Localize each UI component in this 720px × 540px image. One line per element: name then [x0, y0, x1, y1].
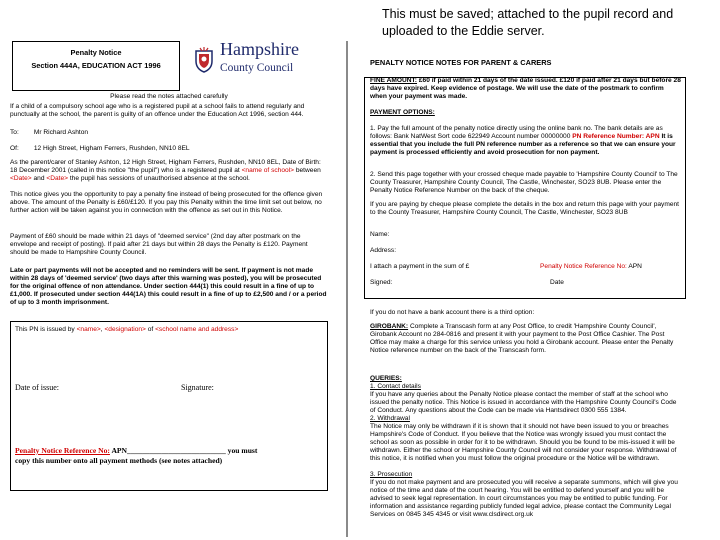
issued-of: of [147, 326, 154, 333]
pn-reference-line: Penalty Notice Reference No: APN__________________________ you must copy this number onto all payment methods (see notes attached) [15, 446, 258, 465]
parent-text-and: and [33, 175, 45, 182]
option-1-ref-text: It is essential that you include the full PN reference number as a reference so that we can ensure your payment is processed efficiently and avoid prosecution for non payment. [370, 133, 676, 156]
notes-pn-ref-label: Penalty Notice Reference No: [540, 263, 627, 270]
option-1-pn: PN [572, 133, 582, 140]
issuer-name-placeholder: <name> [76, 326, 101, 333]
end-date-placeholder: <Date> [46, 175, 68, 182]
option-1-text: 1. Pay the full amount of the penalty notice directly using the online bank no. The bank details are as follows: Bank NatWest Sort code 622949 Account number 00000000 [370, 125, 663, 140]
fine-amount [370, 77, 682, 101]
q3-title: 3. Prosecution [370, 471, 413, 478]
option-2: 2. Send this page together with your crossed cheque made payable to 'Hampshire County Council' to The County Treasurer, Hampshire County Council, The Castle, Winchester, SO23 8UB. Please enter the Penalty Notice Reference Number on the back of the cheque. [370, 171, 678, 194]
address-label: Address: [370, 247, 397, 254]
pn-reference-value: APN [111, 446, 128, 455]
crest-icon [194, 47, 214, 73]
pn-reference-instruction: copy this number onto all payment methods (see notes attached) [15, 456, 223, 465]
cheque-instructions: If you are paying by cheque please complete the details in the box and return this page with your payment to the County Treasurer, Hampshire County Council, The Castle, Winchester, SO23 8UB [370, 201, 679, 216]
to-value: Mr Richard Ashton [33, 129, 89, 136]
notice-section: Section 444A, EDUCATION ACT 1996 [31, 61, 161, 70]
issuer-designation-placeholder: <designation> [104, 326, 146, 333]
notes-pn-ref-value: APN [628, 263, 642, 270]
payment-terms: Payment of £60 should be made within 21 days of "deemed service" (2nd day after postmark on the envelope and receipt of posting). If paid after 21 days but within 28 days the Penalty is £120. Payment should be made to Hampshire County Council. [10, 233, 308, 256]
signature-label: Signature: [181, 383, 214, 392]
pn-reference-suffix: you must [227, 446, 258, 455]
page-divider [346, 41, 348, 537]
no-bank-account: If you do not have a bank account there is a third option: [370, 309, 535, 316]
girobank-label: GIROBANK: [370, 323, 409, 330]
signed-line [370, 279, 682, 287]
notice-title: Penalty Notice [70, 48, 122, 57]
q1-text: If you have any queries about the Penalty Notice please contact the member of staff at the school who issued the penalty notice. This Notice is issued in accordance with the Hampshire County Council's Code of Conduct. Any questions about the Code can be made via Hantsdirect 0300 555 1384. [370, 391, 677, 414]
q3-text: If you do not make payment and are prosecuted you will receive a separate summons, which will give you notice of the time and date of the court hearing. You will be entitled to defend yourself and you will be advised to seek legal representation. In court circumstances you may be entitled to public funding. For information and assistance regarding publicly funded legal advice, please contact the Community Legal Services on 0845 345 4345 or visit www.clsdirect.org.uk [370, 479, 678, 518]
late-payment-warning: Late or part payments will not be accepted and no reminders will be sent. If payment is not made within 28 days of 'deemed service' (two days after this warning was posted), you will be prosecuted for the original offence of non attendance. Under section 444(1) this could result in a fine of up to £1,000. If prosecuted under section 444(1A) this could result in a fine of up to £2,500 and / or a period of up to 3 month imprisonment. [10, 267, 327, 306]
payment-sum-label: I attach a payment in the sum of £ [370, 263, 470, 270]
penalty-notice-page [4, 41, 334, 511]
option-1 [370, 125, 682, 157]
q1-title: 1. Contact details [370, 383, 421, 390]
notice-header-box [12, 41, 180, 91]
fine-text: £60 if paid within 21 days of the date issued. £120 if paid after 21 days but before 28 days have expired. Keep evidence of postage. We will use the date of the postmark to confirm when your payment was made. [370, 77, 681, 100]
council-logo [194, 39, 334, 81]
parent-text-between: between [295, 167, 321, 174]
pn-reference-label: Penalty Notice Reference No: [15, 446, 110, 455]
date-of-issue-label: Date of issue: [15, 383, 59, 392]
option-1-ref-label: Reference Number: APN [583, 133, 660, 140]
read-notes: Please read the notes attached carefully [110, 93, 228, 100]
opportunity-text: This notice gives you the opportunity to pay a penalty fine instead of being prosecuted for the offence given above. The amount of the Penalty is £60/£120. If you pay this Penalty within the time limit set out below, no further action will be taken against you in connection with the offence as set out in this Notice. [10, 191, 323, 214]
parent-text-1: As the parent/carer of Stanley Ashton, 12 High Street, Higham Ferrers, Rushden, NN10 8EL, Date of Birth: 18 December 2001 (called in this notice "the pupil") who is a registered pupil at [10, 159, 321, 174]
parent-text-2: the pupil has sessions of unauthorised absence at the school. [69, 175, 250, 182]
council-name: Hampshire [220, 39, 299, 59]
start-date-placeholder: <Date> [10, 175, 32, 182]
issued-by: This PN is issued by <name>, <designation> of <school name and address> [15, 326, 239, 333]
name-label: Name: [370, 231, 390, 238]
payment-sum-line [370, 263, 682, 271]
girobank [370, 323, 682, 355]
notes-page [356, 41, 692, 537]
signed-label: Signed: [370, 279, 393, 286]
date-label: Date [550, 279, 564, 286]
intro-text: If a child of a compulsory school age who is a registered pupil at a school fails to attend regularly and punctually at the school, the parent is guilty of an offence under the Education Act 1996, section 444. [10, 103, 305, 118]
school-address-placeholder: <school name and address> [155, 326, 239, 333]
council-sub: County Council [220, 62, 294, 74]
queries-label: QUERIES: [370, 375, 402, 382]
girobank-text: Complete a Transcash form at any Post Office, to credit 'Hampshire County Council', Girobank Account no 284-0816 and present it with your payment to the Post Office Cashier. The Post Office may make a charge for this service unless you hold a Girobank account. Please enter the Penalty Notice reference number on the back of the Transcash form. [370, 323, 674, 354]
school-name-placeholder: <name of school> [241, 167, 294, 174]
issued-prefix: This PN is issued by [15, 326, 75, 333]
to-label: To: [10, 129, 19, 136]
payment-options-label: PAYMENT OPTIONS: [370, 109, 435, 116]
to-line [10, 129, 328, 137]
fine-label: FINE AMOUNT: [370, 77, 418, 84]
caption-banner: This must be saved; attached to the pupil record and uploaded to the Eddie server. [382, 7, 674, 38]
of-line [10, 145, 328, 153]
of-label: Of: [10, 145, 19, 152]
notes-title: PENALTY NOTICE NOTES FOR PARENT & CARERS [370, 58, 552, 67]
q2-text: The Notice may only be withdrawn if it is shown that it should not have been issued to you or breaches Hampshire's Code of Conduct. If you believe that the Notice was wrongly issued you must contact the school as soon as possible in order for it to be withdrawn. Should you be found to be mis-issued it will be withdrawn. Either the school or Hampshire County Council will not consider your response. Withdrawal of this notice, it is notified when you must follow the original procedure or the Notice will be withdrawn. [370, 423, 677, 462]
issuer-box [10, 321, 328, 491]
parent-paragraph [10, 159, 328, 183]
of-value: 12 High Street, Higham Ferrers, Rushden, NN10 8EL [33, 145, 190, 152]
q2-title: 2. Withdrawal [370, 415, 410, 422]
